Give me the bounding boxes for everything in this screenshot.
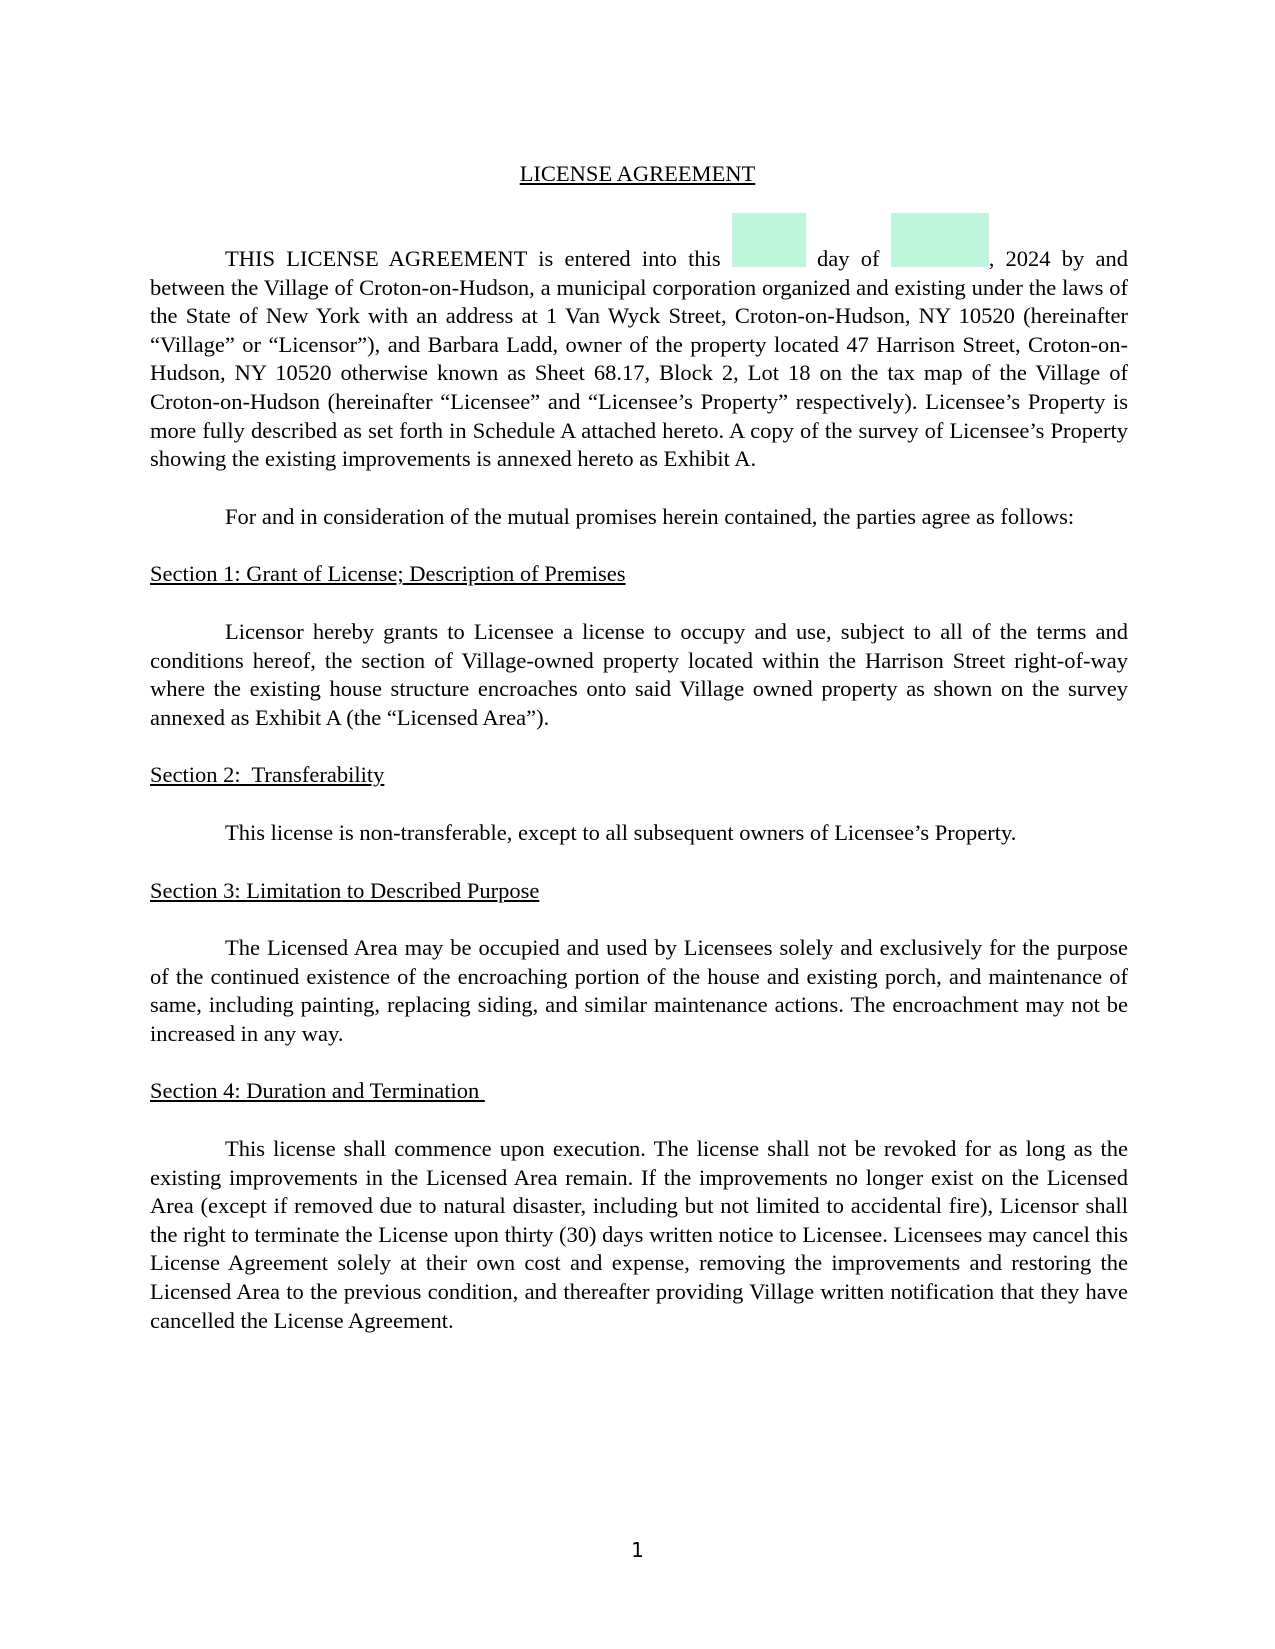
document-body xyxy=(150,245,1128,1364)
intro-paragraph xyxy=(150,245,1128,474)
section-4-heading: Section 4: Duration and Termination xyxy=(150,1078,485,1104)
section-1-heading: Section 1: Grant of License; Description of Premises xyxy=(150,561,626,587)
day-field[interactable] xyxy=(732,245,806,266)
month-field[interactable] xyxy=(891,245,989,266)
section-3-heading: Section 3: Limitation to Described Purpose xyxy=(150,877,540,903)
section-2-heading: Section 2: Transferability xyxy=(150,762,385,788)
consideration-paragraph: For and in consideration of the mutual promises herein contained, the parties agree as follows: xyxy=(225,503,1075,529)
intro-text-part3: , 2024 by and between the Village of Croton-on-Hudson, a municipal corporation organized and existing under the laws of the State of New York with an address at 1 Van Wyck Street, Croton-on-Hudson, NY 10520 (hereinafter “Village” or “Licensor”), and Barbara Ladd, owner of the property located 47 Harrison Street, Croton-on-Hudson, NY 10520 otherwise known as Sheet 68.17, Block 2, Lot 18 on the tax map of the Village of Croton-on-Hudson (hereinafter “Licensee” and “Licensee’s Property” respectively). Licensee’s Property is more fully described as set forth in Schedule A attached hereto. A copy of the survey of Licensee’s Property showing the existing improvements is annexed hereto as Exhibit A. xyxy=(150,246,1128,472)
document-title: LICENSE AGREEMENT xyxy=(519,161,756,186)
intro-text-part2: day of xyxy=(805,246,891,271)
section-2-text: This license is non-transferable, except to all subsequent owners of Licensee’s Property. xyxy=(225,819,1017,845)
section-1-text: Licensor hereby grants to Licensee a license to occupy and use, subject to all of the terms and conditions hereof, the section of Village-owned property located within the Harrison Street right-of-way where the existing house structure encroaches onto said Village owned property as shown on the survey annexed as Exhibit A (the “Licensed Area”). xyxy=(150,618,1128,730)
section-4-text: This license shall commence upon execution. The license shall not be revoked for as long as the existing improvements in the Licensed Area remain. If the improvements no longer exist on the Licensed Area (except if removed due to natural disaster, including but not limited to accidental fire), Licensor shall the right to terminate the License upon thirty (30) days written notice to Licensee. Licensees may cancel this License Agreement solely at their own cost and expense, removing the improvements and restoring the Licensed Area to the previous condition, and thereafter providing Village written notification that they have cancelled the License Agreement. xyxy=(150,1136,1128,1333)
day-field-highlight xyxy=(732,213,806,267)
page-number: 1 xyxy=(631,1538,644,1562)
section-3-text: The Licensed Area may be occupied and used by Licensees solely and exclusively for the purpose of the continued existence of the encroaching portion of the house and existing porch, and maintenance of same, including painting, replacing siding, and similar maintenance actions. The encroachment may not be increased in any way. xyxy=(150,935,1128,1046)
month-field-highlight xyxy=(891,213,989,267)
intro-text-part1: THIS LICENSE AGREEMENT is entered into this xyxy=(225,246,732,271)
